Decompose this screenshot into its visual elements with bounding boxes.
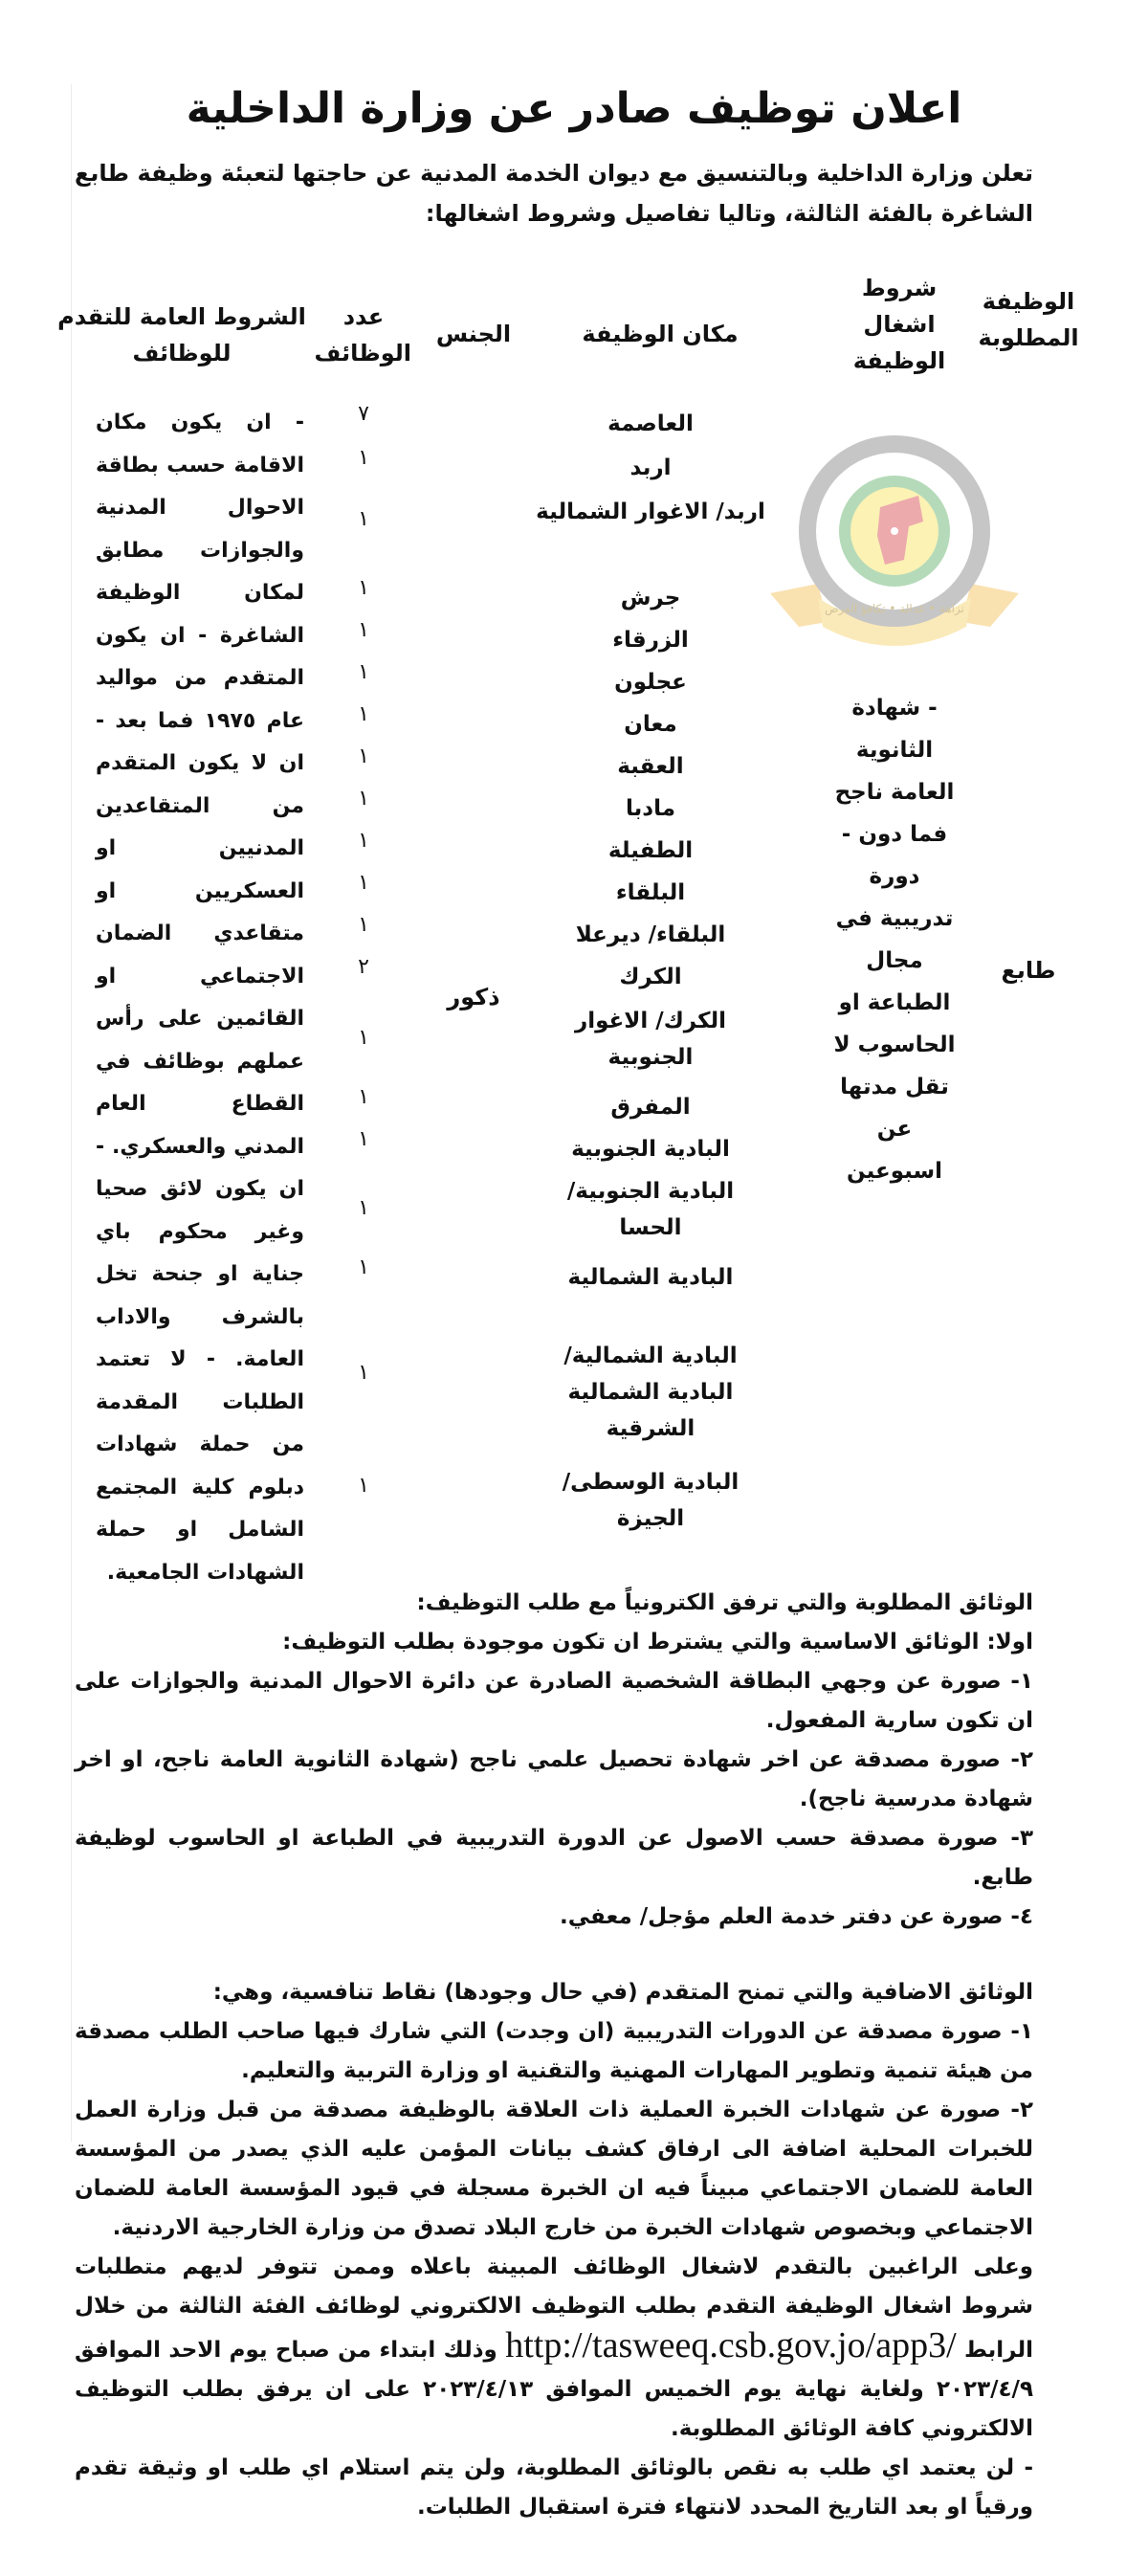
basic-document-item: ٢- صورة مصدقة عن اخر شهادة تحصيل علمي ناجح (شهادة الثانوية العامة ناجح، او اخر شهادة مدرسية ناجح). <box>75 1747 1033 1811</box>
logo-motto: نزاهة • عدالة • تكافؤ الفرص <box>825 602 964 615</box>
count-cell: ١ <box>358 829 369 853</box>
rejection-note: - لن يعتمد اي طلب به نقص بالوثائق المطلوبة، ولن يتم استلام اي طلب او وثيقة تقدم ورقياً او بعد التاريخ المحدد لانتهاء فترة استقبال الطلبات. <box>75 2455 1033 2520</box>
location-cell: البادية الجنوبية <box>571 1137 730 1162</box>
count-cell: ١ <box>358 702 369 726</box>
header-general-conditions: الشروط العامة للتقدم للوظائف <box>57 303 306 366</box>
count-cell: ١ <box>358 1255 369 1279</box>
location-cell: البادية الشمالية <box>567 1265 734 1290</box>
extra-document-item: ٢- صورة عن شهادات الخبرة العملية ذات العلاقة بالوظيفة مصدقة من قبل وزارة العمل للخبرات المحلية اضافة الى ارفاق كشف بيانات المؤمن عليه الذي يصدر من المؤسسة العامة للضمان الاجتماعي مبيناً فيه ان الخبرة مسجلة في قيود المؤسسة العامة للضمان الاجتماعي وبخصوص شهادات الخبرة من خارج البلاد تصدق من وزارة الخارجية الاردنية. <box>75 2098 1033 2240</box>
apply-text-after-link: وذلك ابتداء من صباح يوم الاحد الموافق ٢٠٢٣/٤/٩ ولغاية نهاية يوم الخميس الموافق ٢٠٢٣/٤/١٣ على ان يرفق بطلب التوظيف الالكتروني كافة الوثائق المطلوبة. <box>75 2338 1033 2441</box>
application-instructions <box>75 2248 1033 2449</box>
count-cell: ١ <box>358 618 369 642</box>
location-cell: مادبا <box>626 796 675 821</box>
intro-paragraph: تعلن وزارة الداخلية وبالتنسيق مع ديوان الخدمة المدنية عن حاجتها لتعبئة وظيفة طابع الشاغرة بالفئة الثالثة، وتاليا تفاصيل وشروط اشغالها: <box>75 160 1033 227</box>
documents-heading: الوثائق المطلوبة والتي ترفق الكترونياً مع طلب التوظيف: <box>416 1590 1033 1615</box>
extra-documents-heading: الوثائق الاضافية والتي تمنح المتقدم (في حال وجودها) نقاط تنافسية، وهي: <box>212 1980 1033 2005</box>
header-count: عدد الوظائف <box>314 303 411 366</box>
page-edge <box>71 84 72 2142</box>
count-cell: ١ <box>358 1085 369 1109</box>
job-conditions-cell: - شهادة الثانوية العامة ناجح فما دون - دورة تدريبية في مجال الطباعة او الحاسوب لا تقل مدتها عن اسبوعين <box>833 696 956 1184</box>
count-cell: ١ <box>358 1361 369 1385</box>
count-cell: ١ <box>358 660 369 684</box>
job-title-cell: طابع <box>1001 957 1056 984</box>
header-job-conditions: شروط اشغال الوظيفة <box>852 275 946 374</box>
header-job: الوظيفة المطلوبة <box>978 288 1079 351</box>
location-cell: البادية الجنوبية/ الحسا <box>566 1179 735 1240</box>
basic-documents-heading: اولا: الوثائق الاساسية والتي يشترط ان تكون موجودة بطلب التوظيف: <box>282 1630 1033 1654</box>
documents-section <box>75 1584 1033 2527</box>
location-cell: البادية الشمالية/ البادية الشمالية الشرقية <box>563 1344 738 1441</box>
application-link[interactable]: http://tasweeq.csb.gov.jo/app3/ <box>505 2325 957 2365</box>
count-cell: ١ <box>358 787 369 811</box>
count-cell: ٢ <box>358 955 369 979</box>
basic-document-item: ١- صورة عن وجهي البطاقة الشخصية الصادرة عن دائرة الاحوال المدنية والجوازات على ان تكون سارية المفعول. <box>75 1669 1033 1733</box>
location-cell: الطفيلة <box>607 838 694 863</box>
count-cell: ١ <box>358 446 369 470</box>
location-cell: جرش <box>620 586 681 611</box>
count-cell: ١ <box>358 507 369 531</box>
count-cell: ١ <box>358 913 369 937</box>
location-cell: الكرك <box>619 965 682 989</box>
location-cell: البادية الوسطى/ الجيزة <box>562 1470 740 1531</box>
header-gender: الجنس <box>435 321 512 347</box>
count-cell: ٧ <box>358 402 369 426</box>
header-location: مكان الوظيفة <box>582 321 739 347</box>
basic-document-item: ٣- صورة مصدقة حسب الاصول عن الدورة التدريبية في الطباعة او الحاسوب لوظيفة طابع. <box>75 1826 1033 1890</box>
location-cell: اربد <box>629 455 672 480</box>
location-cell: معان <box>624 712 677 737</box>
apply-text-before-link: وعلى الراغبين بالتقدم لاشغال الوظائف المبينة باعلاه وممن تتوفر لديهم متطلبات شروط اشغال الوظيفة التقدم بطلب التوظيف الالكتروني لوظائف الفئة الثالثة من خلال الرابط <box>75 2254 1034 2363</box>
civil-service-bureau-logo <box>761 431 1028 660</box>
gender-cell: ذكور <box>447 984 500 1010</box>
location-cell: العقبة <box>617 754 684 779</box>
extra-document-item: ١- صورة مصدقة عن الدورات التدريبية (ان وجدت) التي شارك فيها صاحب الطلب مصدقة من هيئة تنمية وتطوير المهارات المهنية والتقنية او وزارة التربية والتعليم. <box>75 2019 1033 2083</box>
location-cell: اربد/ الاغوار الشمالية <box>536 500 765 524</box>
count-cell: ١ <box>358 576 369 600</box>
location-cell: الكرك/ الاغوار الجنوبية <box>575 1009 726 1070</box>
page-title: اعلان توظيف صادر عن وزارة الداخلية <box>186 84 962 133</box>
location-cell: المفرق <box>610 1095 691 1120</box>
location-cell: البلقاء <box>615 880 686 905</box>
general-conditions-cell: - ان يكون مكان الاقامة حسب بطاقة الاحوال المدنية والجوازات مطابق لمكان الوظيفة الشاغرة - ان يكون المتقدم من مواليد عام ١٩٧٥ فما بعد - ان لا يكون المتقدم من المتقاعدين المدنيين او العسكريين او متقاعدي الضمان الاجتماعي او القائمين على رأس عملهم بوظائف في القطاع العام المدني والعسكري. - ان يكون لائق صحيا وغير محكوم باي جناية او جنحة تخل بالشرف والاداب العامة. - لا تعتمد الطلبات المقدمة من حملة شهادات دبلوم كلية المجتمع الشامل او حملة الشهادات الجامعية. <box>96 411 304 1585</box>
count-cell: ١ <box>358 1127 369 1151</box>
basic-document-item: ٤- صورة عن دفتر خدمة العلم مؤجل/ معفي. <box>559 1904 1033 1929</box>
location-cell: العاصمة <box>607 411 694 436</box>
count-cell: ١ <box>358 871 369 895</box>
location-cell: الزرقاء <box>612 628 689 653</box>
count-cell: ١ <box>358 744 369 768</box>
count-cell: ١ <box>358 1026 369 1050</box>
location-cell: البلقاء/ ديرعلا <box>575 922 726 947</box>
count-cell: ١ <box>358 1474 369 1498</box>
location-cell: عجلون <box>614 670 687 695</box>
count-cell: ١ <box>358 1196 369 1220</box>
